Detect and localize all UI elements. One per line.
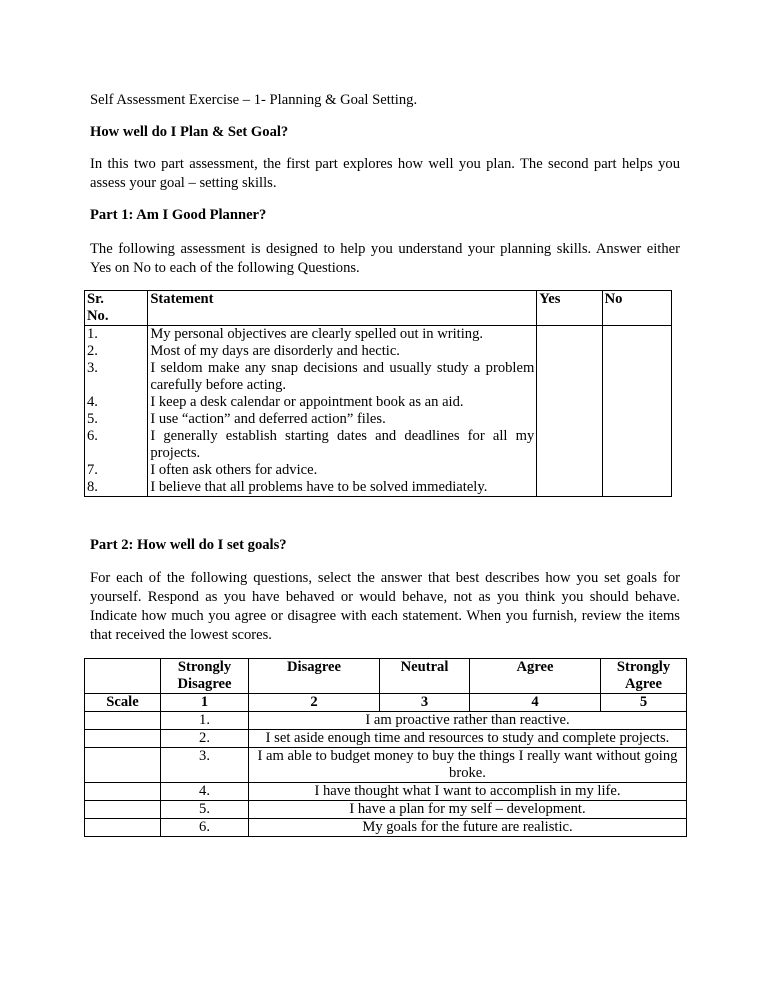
- table-row: [85, 326, 672, 344]
- table-row: [85, 394, 672, 411]
- scale-label-strongly-agree: [601, 659, 687, 694]
- row-statement: Most of my days are disorderly and hectic.: [148, 343, 537, 360]
- row-number: 6.: [85, 428, 148, 462]
- table-row: [85, 411, 672, 428]
- no-cell[interactable]: [602, 479, 671, 497]
- part1-description: The following assessment is designed to help you understand your planning skills. Answer either Yes on No to each of the following Questions.: [90, 241, 680, 276]
- table-row: [85, 783, 687, 801]
- row-number: 7.: [85, 462, 148, 479]
- no-cell[interactable]: [602, 360, 671, 394]
- scale-value: 1: [161, 694, 249, 712]
- intro-paragraph: In this two part assessment, the first part explores how well you plan. The second part helps you assess your goal – setting skills.: [90, 156, 680, 191]
- row-number: 3.: [85, 360, 148, 394]
- row-statement: I use “action” and deferred action” files.: [148, 411, 537, 428]
- table-row: [85, 479, 672, 497]
- row-number: 3.: [161, 748, 249, 783]
- score-cell[interactable]: [85, 730, 161, 748]
- scale-label-strongly-disagree: [161, 659, 249, 694]
- table-row: [85, 343, 672, 360]
- row-statement: I set aside enough time and resources to study and complete projects.: [249, 730, 687, 748]
- empty-corner-cell: [85, 659, 161, 694]
- row-number: 4.: [161, 783, 249, 801]
- scale-label-line: Disagree: [177, 676, 232, 692]
- scale-label-line: Strongly: [177, 659, 232, 675]
- scale-value: 3: [380, 694, 470, 712]
- scale-label-agree: Agree: [470, 659, 601, 694]
- row-number: 2.: [85, 343, 148, 360]
- score-cell[interactable]: [85, 783, 161, 801]
- scale-value: 4: [470, 694, 601, 712]
- row-statement: I have a plan for my self – development.: [249, 801, 687, 819]
- no-cell[interactable]: [602, 411, 671, 428]
- scale-value-row: [85, 694, 687, 712]
- no-cell[interactable]: [602, 343, 671, 360]
- row-statement: I believe that all problems have to be solved immediately.: [148, 479, 537, 497]
- row-statement: I have thought what I want to accomplish in my life.: [249, 783, 687, 801]
- yes-cell[interactable]: [537, 428, 602, 462]
- table-row: [85, 801, 687, 819]
- yes-cell[interactable]: [537, 360, 602, 394]
- row-statement: I often ask others for advice.: [148, 462, 537, 479]
- statement-header: Statement: [148, 291, 537, 326]
- table-row: [85, 360, 672, 394]
- no-cell[interactable]: [602, 394, 671, 411]
- part1-heading: Part 1: Am I Good Planner?: [90, 207, 267, 223]
- table-row: [85, 428, 672, 462]
- row-statement: My personal objectives are clearly spelled out in writing.: [148, 326, 537, 344]
- no-header: No: [602, 291, 671, 326]
- sr-header-line2: No.: [87, 308, 109, 324]
- table-row: [85, 819, 687, 837]
- table-header-row: [85, 291, 672, 326]
- scale-label-disagree: Disagree: [249, 659, 380, 694]
- header-line: Self Assessment Exercise – 1- Planning & Goal Setting.: [90, 92, 418, 108]
- row-statement: I generally establish starting dates and deadlines for all my projects.: [148, 428, 537, 462]
- yes-cell[interactable]: [537, 479, 602, 497]
- sr-header-line1: Sr.: [87, 291, 104, 307]
- table-row: [85, 730, 687, 748]
- main-heading: How well do I Plan & Set Goal?: [90, 124, 289, 140]
- yes-cell[interactable]: [537, 462, 602, 479]
- part2-heading: Part 2: How well do I set goals?: [90, 537, 287, 553]
- row-number: 6.: [161, 819, 249, 837]
- yes-cell[interactable]: [537, 326, 602, 344]
- score-cell[interactable]: [85, 712, 161, 730]
- row-number: 5.: [161, 801, 249, 819]
- yes-cell[interactable]: [537, 411, 602, 428]
- yes-header: Yes: [537, 291, 602, 326]
- row-number: 2.: [161, 730, 249, 748]
- scale-label: Scale: [85, 694, 161, 712]
- table-row: [85, 712, 687, 730]
- scale-label-line: Agree: [624, 676, 662, 692]
- score-cell[interactable]: [85, 748, 161, 783]
- score-cell[interactable]: [85, 801, 161, 819]
- table-row: [85, 462, 672, 479]
- scale-value: 5: [601, 694, 687, 712]
- sr-no-header: [85, 291, 148, 326]
- row-number: 8.: [85, 479, 148, 497]
- no-cell[interactable]: [602, 462, 671, 479]
- row-statement: My goals for the future are realistic.: [249, 819, 687, 837]
- row-statement: I keep a desk calendar or appointment book as an aid.: [148, 394, 537, 411]
- scale-label-row: [85, 659, 687, 694]
- scale-value: 2: [249, 694, 380, 712]
- row-statement: I am able to budget money to buy the things I really want without going broke.: [249, 748, 687, 783]
- scale-label-line: Strongly: [616, 659, 671, 675]
- row-number: 1.: [85, 326, 148, 344]
- row-number: 5.: [85, 411, 148, 428]
- no-cell[interactable]: [602, 428, 671, 462]
- yes-cell[interactable]: [537, 343, 602, 360]
- row-number: 1.: [161, 712, 249, 730]
- planning-table: [84, 290, 672, 497]
- no-cell[interactable]: [602, 326, 671, 344]
- score-cell[interactable]: [85, 819, 161, 837]
- row-number: 4.: [85, 394, 148, 411]
- table-row: [85, 748, 687, 783]
- goals-table: [84, 658, 687, 837]
- row-statement: I seldom make any snap decisions and usually study a problem carefully before acting.: [148, 360, 537, 394]
- row-statement: I am proactive rather than reactive.: [249, 712, 687, 730]
- yes-cell[interactable]: [537, 394, 602, 411]
- part2-description: For each of the following questions, select the answer that best describes how you set goals for yourself. Respond as you have behaved or would behave, not as you think you should behave. Indicate how much you agree or disagree with each statement. When you furnish, review the items that received the lowest scores.: [90, 570, 680, 643]
- scale-label-neutral: Neutral: [380, 659, 470, 694]
